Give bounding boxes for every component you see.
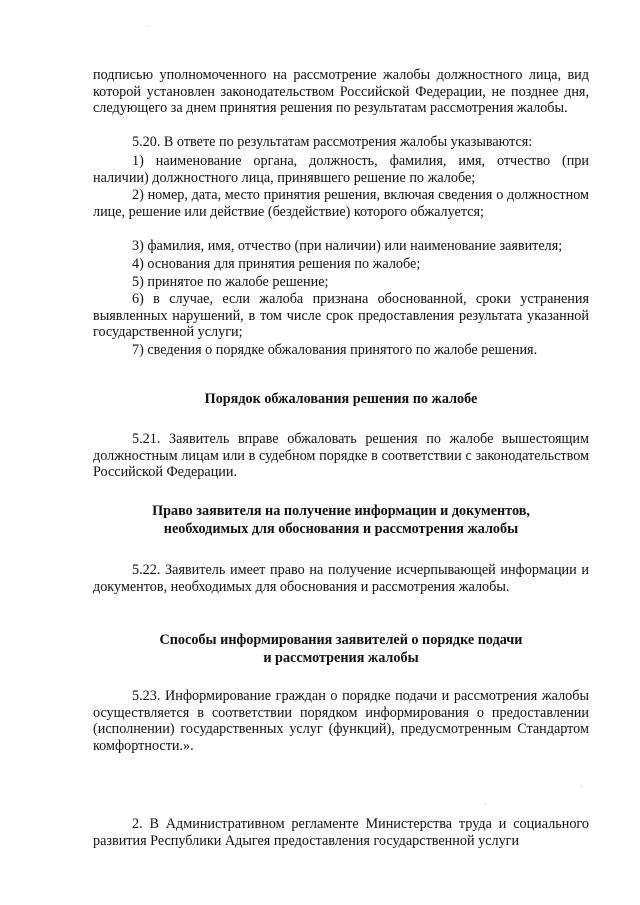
list-item-1: 1) наименование органа, должность, фамилия, имя, отчество (при наличии) должностного лица, принявшего решение по жалобе;	[93, 153, 589, 186]
paragraph-5-20: 5.20. В ответе по результатам рассмотрения жалобы указываются:	[132, 134, 533, 150]
list-item-2: 2) номер, дата, место принятия решения, включая сведения о должностном лице, решение или действие (бездействие) которого обжалуется;	[93, 187, 589, 220]
list-item-4: 4) основания для принятия решения по жалобе;	[132, 256, 421, 272]
paragraph-continuation: подписью уполномоченного на рассмотрение жалобы должностного лица, вид которой установлен законодательством Российской Федерации, не позднее дня, следующего за днем принятия решения по результатам рассмотрения жалобы.	[93, 67, 589, 116]
paragraph-5-22: 5.22. Заявитель имеет право на получение исчерпывающей информации и документов, необходимых для обоснования и рассмотрения жалобы.	[93, 562, 589, 595]
list-item-6: 6) в случае, если жалоба признана обоснованной, сроки устранения выявленных нарушений, в том числе срок предоставления результата указанной государственной услуги;	[93, 291, 589, 340]
list-item-5: 5) принятое по жалобе решение;	[132, 274, 329, 290]
paragraph-5-23: 5.23. Информирование граждан о порядке подачи и рассмотрения жалобы осуществляется в соответствии порядком информирования о предоставлении (исполнении) государственных услуг (функций), предусмотренным Стандартом комфортности.».	[93, 688, 589, 754]
scan-speck: ·	[147, 22, 150, 31]
heading-informing-line-1: Способы информирования заявителей о порядке подачи	[159, 632, 523, 648]
heading-appeal-order: Порядок обжалования решения по жалобе	[204, 391, 478, 407]
heading-rights-line-1: Право заявителя на получение информации и документов,	[152, 503, 530, 519]
paragraph-2: 2. В Административном регламенте Министерства труда и социального развития Республики Адыгея предоставления государственной услуги	[93, 816, 589, 849]
scan-speck: ·	[580, 782, 583, 791]
list-item-7: 7) сведения о порядке обжалования принятого по жалобе решения.	[132, 342, 538, 358]
list-item-3: 3) фамилия, имя, отчество (при наличии) или наименование заявителя;	[132, 238, 563, 254]
heading-informing-line-2: и рассмотрения жалобы	[263, 650, 419, 666]
heading-rights-line-2: необходимых для обоснования и рассмотрения жалобы	[163, 521, 519, 537]
paragraph-5-21: 5.21. Заявитель вправе обжаловать решения по жалобе вышестоящим должностным лицам или в судебном порядке в соответствии с законодательством Российской Федерации.	[93, 431, 589, 480]
scan-speck: ·	[484, 800, 487, 809]
